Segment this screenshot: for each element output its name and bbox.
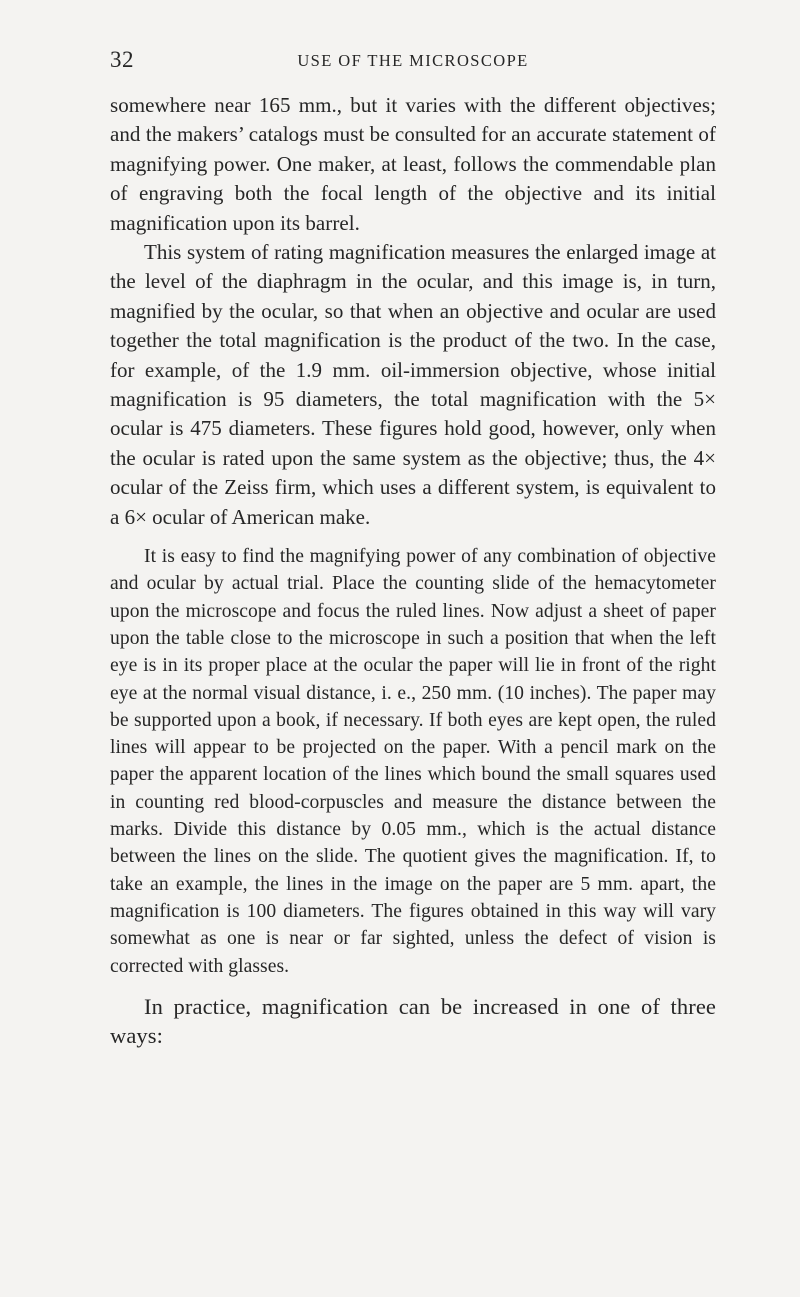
- paragraph-actual-trial: It is easy to find the magnifying power of any combination of objective and ocular by actual trial. Place the counting slide of the hemacytometer upon the microscope and focus the ruled lines. Now adjust a sheet of paper upon the table close to the microscope in such a position that when the left eye is in its proper place at the ocular the paper will lie in front of the right eye at the normal visual distance, i. e., 250 mm. (10 inches). The paper may be supported upon a book, if necessary. If both eyes are kept open, the ruled lines will appear to be projected on the paper. With a pencil mark on the paper the apparent location of the lines which bound the small squares used in counting red blood-corpuscles and measure the distance between the marks. Divide this distance by 0.05 mm., which is the actual distance between the lines on the slide. The quotient gives the magnification. If, to take an example, the lines in the image on the paper are 5 mm. apart, the magnification is 100 diameters. The figures obtained in this way will vary somewhat as one is near or far sighted, unless the defect of vision is corrected with glasses.: [110, 546, 716, 977]
- paragraph-continued: somewhere near 165 mm., but it varies with the different objectives; and the makers’ catalogs must be consulted for an accurate statement of magnifying power. One maker, at least, follows the commendable plan of engraving both the focal length of the objective and its initial magnification upon its barrel.: [110, 93, 716, 235]
- running-head: USE OF THE MICROSCOPE: [297, 51, 529, 70]
- paragraph-rating-system: This system of rating magnification measures the enlarged image at the level of the diaphragm in the ocular, and this image is, in turn, magnified by the ocular, so that when an objective and ocular are used together the total magnification is the product of the two. In the case, for example, of the 1.9 mm. oil-immersion objective, whose initial magnification is 95 diameters, the total magnification with the 5× ocular is 475 diameters. These figures hold good, however, only when the ocular is rated upon the same system as the objective; thus, the 4× ocular of the Zeiss firm, which uses a different system, is equivalent to a 6× ocular of American make.: [110, 240, 716, 529]
- page-number: 32: [110, 47, 134, 72]
- page-header: [110, 0, 716, 100]
- book-page: [110, 0, 716, 1049]
- paragraph-in-practice: In practice, magnification can be increased in one of three ways:: [110, 993, 716, 1049]
- body-text: [110, 91, 716, 1051]
